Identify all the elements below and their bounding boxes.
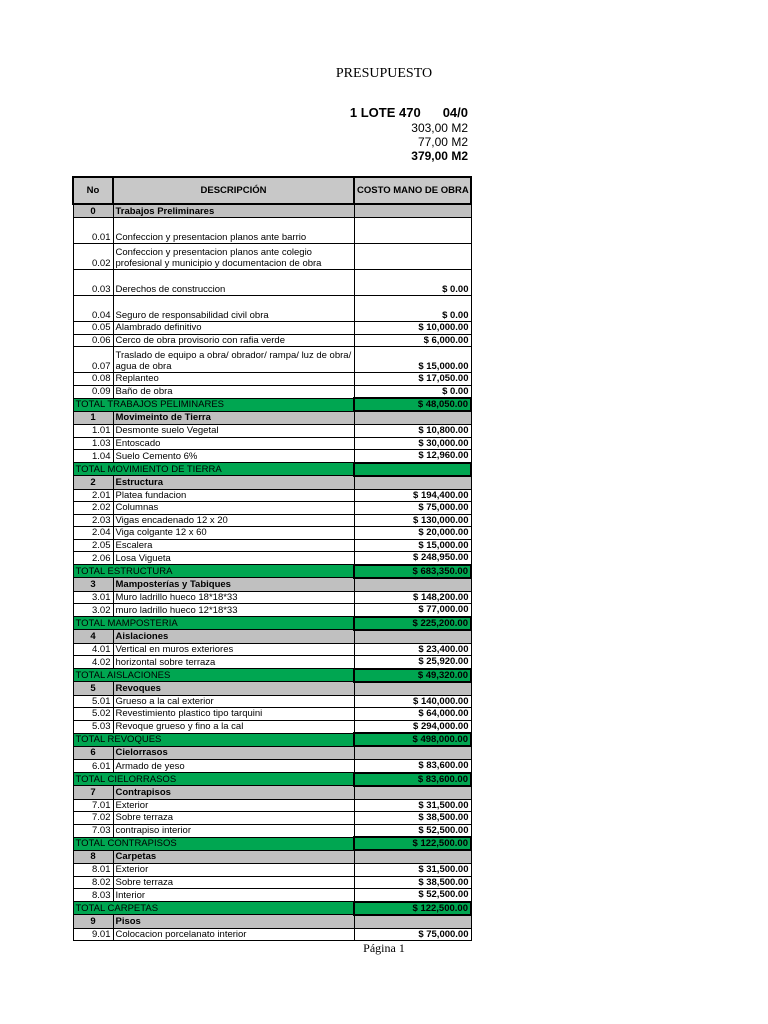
table-row [73, 489, 471, 502]
item-amount: $ 6,000.00 [354, 334, 471, 347]
item-number: 2.03 [73, 514, 113, 527]
section-number: 2 [73, 476, 113, 490]
table-row [73, 876, 471, 889]
section-empty-cell [354, 850, 471, 864]
table-row [73, 218, 471, 244]
total-amount: $ 49,320.00 [354, 669, 471, 682]
table-row [73, 656, 471, 669]
table-row [73, 334, 471, 347]
item-number: 7.01 [73, 799, 113, 812]
item-description: Sobre terraza [113, 876, 354, 889]
item-description: Platea fundacion [113, 489, 354, 502]
item-amount: $ 148,200.00 [354, 591, 471, 604]
header-no: No [73, 177, 113, 204]
table-row [73, 425, 471, 438]
item-number: 8.03 [73, 889, 113, 902]
item-description: muro ladrillo hueco 12*18*33 [113, 604, 354, 617]
item-number: 8.02 [73, 876, 113, 889]
item-number: 7.03 [73, 824, 113, 837]
area-semicovered: 77,00 M2 [417, 135, 468, 149]
item-description: Confeccion y presentacion planos ante colegio profesional y municipio y documentacion de obra [113, 244, 354, 270]
table-header-row [73, 177, 471, 204]
total-row [73, 902, 471, 915]
table-row [73, 604, 471, 617]
lote-code: 04/0 [442, 105, 468, 120]
item-description: Vigas encadenado 12 x 20 [113, 514, 354, 527]
total-amount: $ 122,500.00 [354, 837, 471, 850]
section-number: 3 [73, 578, 113, 592]
item-amount: $ 20,000.00 [354, 527, 471, 540]
total-label: TOTAL REVOQUES [73, 733, 354, 746]
item-amount: $ 10,000.00 [354, 322, 471, 335]
section-empty-cell [354, 630, 471, 644]
table-row [73, 591, 471, 604]
item-number: 2.06 [73, 552, 113, 565]
item-description: Derechos de construccion [113, 270, 354, 296]
item-number: 0.08 [73, 373, 113, 386]
section-number: 7 [73, 786, 113, 800]
document-title: PRESUPUESTO [335, 66, 433, 81]
section-empty-cell [354, 411, 471, 425]
total-label: TOTAL MAMPOSTERIA [73, 617, 354, 630]
total-row [73, 669, 471, 682]
section-row [73, 850, 471, 864]
item-number: 7.02 [73, 812, 113, 825]
table-row [73, 695, 471, 708]
item-amount: $ 31,500.00 [354, 799, 471, 812]
section-empty-cell [354, 786, 471, 800]
total-row [73, 463, 471, 476]
table-row [73, 889, 471, 902]
item-number: 5.03 [73, 720, 113, 733]
item-description: Traslado de equipo a obra/ obrador/ rampa/ luz de obra/ agua de obra [113, 347, 354, 373]
table-row [73, 643, 471, 656]
table-row [73, 270, 471, 296]
item-amount: $ 75,000.00 [354, 928, 471, 941]
item-amount: $ 294,000.00 [354, 720, 471, 733]
item-description: Columnas [113, 502, 354, 515]
section-row [73, 630, 471, 644]
item-number: 0.06 [73, 334, 113, 347]
item-description: Exterior [113, 799, 354, 812]
item-amount: $ 248,950.00 [354, 552, 471, 565]
total-label: TOTAL CONTRAPISOS [73, 837, 354, 850]
section-number: 8 [73, 850, 113, 864]
section-empty-cell [354, 682, 471, 696]
item-amount: $ 25,920.00 [354, 656, 471, 669]
total-label: TOTAL TRABAJOS PELIMINARES [73, 398, 354, 411]
section-title: Movimeinto de Tierra [113, 411, 354, 425]
item-number: 9.01 [73, 928, 113, 941]
item-amount: $ 12,960.00 [354, 450, 471, 463]
table-row [73, 799, 471, 812]
total-amount: $ 48,050.00 [354, 398, 471, 411]
item-amount: $ 17,050.00 [354, 373, 471, 386]
table-row [73, 502, 471, 515]
item-number: 4.02 [73, 656, 113, 669]
section-empty-cell [354, 578, 471, 592]
item-description: Interior [113, 889, 354, 902]
header-description: DESCRIPCIÓN [113, 177, 354, 204]
table-row [73, 296, 471, 322]
item-number: 0.03 [73, 270, 113, 296]
section-number: 4 [73, 630, 113, 644]
total-label: TOTAL CIELORRASOS [73, 773, 354, 786]
total-label: TOTAL ESTRUCTURA [73, 565, 354, 578]
table-row [73, 373, 471, 386]
section-title: Trabajos Preliminares [113, 204, 354, 218]
area-total: 379,00 M2 [411, 149, 468, 163]
table-row [73, 824, 471, 837]
table-row [73, 812, 471, 825]
item-description: Desmonte suelo Vegetal [113, 425, 354, 438]
section-number: 9 [73, 915, 113, 929]
item-description: Entoscado [113, 437, 354, 450]
item-description: Suelo Cemento 6% [113, 450, 354, 463]
table-row [73, 322, 471, 335]
item-amount: $ 64,000.00 [354, 708, 471, 721]
item-number: 3.02 [73, 604, 113, 617]
item-description: Seguro de responsabilidad civil obra [113, 296, 354, 322]
item-amount: $ 75,000.00 [354, 502, 471, 515]
table-row [73, 527, 471, 540]
item-description: contrapiso interior [113, 824, 354, 837]
section-empty-cell [354, 476, 471, 490]
total-amount: $ 122,500.00 [354, 902, 471, 915]
section-row [73, 476, 471, 490]
budget-body [73, 204, 471, 941]
section-number: 5 [73, 682, 113, 696]
section-row [73, 411, 471, 425]
item-description: Armado de yeso [113, 760, 354, 773]
item-description: Replanteo [113, 373, 354, 386]
item-amount: $ 38,500.00 [354, 812, 471, 825]
item-number: 5.02 [73, 708, 113, 721]
item-number: 0.05 [73, 322, 113, 335]
item-number: 2.01 [73, 489, 113, 502]
section-row [73, 682, 471, 696]
item-amount [354, 244, 471, 270]
item-number: 1.01 [73, 425, 113, 438]
item-amount: $ 52,500.00 [354, 889, 471, 902]
table-row [73, 347, 471, 373]
table-row [73, 720, 471, 733]
item-number: 0.04 [73, 296, 113, 322]
item-number: 1.04 [73, 450, 113, 463]
item-amount: $ 10,800.00 [354, 425, 471, 438]
item-amount: $ 0.00 [354, 385, 471, 398]
item-description: Losa Vigueta [113, 552, 354, 565]
section-row [73, 915, 471, 929]
section-number: 0 [73, 204, 113, 218]
table-row [73, 928, 471, 941]
item-number: 0.02 [73, 244, 113, 270]
total-row [73, 773, 471, 786]
header-cost: COSTO MANO DE OBRA [354, 177, 471, 204]
area-covered: 303,00 M2 [411, 121, 468, 135]
item-number: 5.01 [73, 695, 113, 708]
item-number: 2.04 [73, 527, 113, 540]
total-row [73, 398, 471, 411]
item-amount [354, 218, 471, 244]
section-empty-cell [354, 204, 471, 218]
item-description: Sobre terraza [113, 812, 354, 825]
total-label: TOTAL CARPETAS [73, 902, 354, 915]
item-description: Colocacion porcelanato interior [113, 928, 354, 941]
section-title: Aislaciones [113, 630, 354, 644]
item-number: 0.01 [73, 218, 113, 244]
item-number: 1.03 [73, 437, 113, 450]
total-amount [354, 463, 471, 476]
item-number: 2.05 [73, 539, 113, 552]
item-amount: $ 194,400.00 [354, 489, 471, 502]
total-row [73, 565, 471, 578]
item-amount: $ 52,500.00 [354, 824, 471, 837]
total-row [73, 617, 471, 630]
page-footer: Página 1 [363, 941, 405, 955]
item-amount: $ 0.00 [354, 270, 471, 296]
section-row [73, 746, 471, 760]
item-description: Grueso a la cal exterior [113, 695, 354, 708]
section-title: Carpetas [113, 850, 354, 864]
section-title: Pisos [113, 915, 354, 929]
item-description: Revoque grueso y fino a la cal [113, 720, 354, 733]
section-number: 6 [73, 746, 113, 760]
item-description: horizontal sobre terraza [113, 656, 354, 669]
budget-table [72, 176, 472, 941]
item-description: Confeccion y presentacion planos ante barrio [113, 218, 354, 244]
table-row [73, 437, 471, 450]
table-row [73, 708, 471, 721]
item-number: 0.09 [73, 385, 113, 398]
table-row [73, 385, 471, 398]
item-amount: $ 83,600.00 [354, 760, 471, 773]
item-amount: $ 77,000.00 [354, 604, 471, 617]
section-row [73, 204, 471, 218]
item-amount: $ 0.00 [354, 296, 471, 322]
item-number: 2.02 [73, 502, 113, 515]
section-empty-cell [354, 915, 471, 929]
section-empty-cell [354, 746, 471, 760]
table-row [73, 864, 471, 877]
item-amount: $ 38,500.00 [354, 876, 471, 889]
section-number: 1 [73, 411, 113, 425]
item-description: Cerco de obra provisorio con rafia verde [113, 334, 354, 347]
item-description: Vertical en muros exteriores [113, 643, 354, 656]
item-description: Escalera [113, 539, 354, 552]
item-amount: $ 15,000.00 [354, 347, 471, 373]
item-number: 8.01 [73, 864, 113, 877]
item-description: Muro ladrillo hueco 18*18*33 [113, 591, 354, 604]
section-row [73, 786, 471, 800]
table-row [73, 244, 471, 270]
lote-heading [350, 105, 468, 120]
section-title: Revoques [113, 682, 354, 696]
item-amount: $ 15,000.00 [354, 539, 471, 552]
table-row [73, 450, 471, 463]
item-number: 3.01 [73, 591, 113, 604]
item-amount: $ 130,000.00 [354, 514, 471, 527]
section-title: Cielorrasos [113, 746, 354, 760]
item-amount: $ 30,000.00 [354, 437, 471, 450]
table-row [73, 552, 471, 565]
total-amount: $ 498,000.00 [354, 733, 471, 746]
section-title: Contrapisos [113, 786, 354, 800]
total-row [73, 837, 471, 850]
item-description: Revestimiento plastico tipo tarquini [113, 708, 354, 721]
total-amount: $ 683,350.00 [354, 565, 471, 578]
table-row [73, 514, 471, 527]
total-label: TOTAL AISLACIONES [73, 669, 354, 682]
item-amount: $ 31,500.00 [354, 864, 471, 877]
total-amount: $ 83,600.00 [354, 773, 471, 786]
table-row [73, 539, 471, 552]
total-row [73, 733, 471, 746]
item-description: Exterior [113, 864, 354, 877]
item-description: Viga colgante 12 x 60 [113, 527, 354, 540]
total-label: TOTAL MOVIMIENTO DE TIERRA [73, 463, 354, 476]
item-number: 4.01 [73, 643, 113, 656]
item-amount: $ 23,400.00 [354, 643, 471, 656]
item-number: 6.01 [73, 760, 113, 773]
item-description: Alambrado definitivo [113, 322, 354, 335]
total-amount: $ 225,200.00 [354, 617, 471, 630]
table-row [73, 760, 471, 773]
section-title: Estructura [113, 476, 354, 490]
item-number: 0.07 [73, 347, 113, 373]
section-row [73, 578, 471, 592]
item-description: Baño de obra [113, 385, 354, 398]
item-amount: $ 140,000.00 [354, 695, 471, 708]
lote-label: 1 LOTE 470 [349, 105, 421, 120]
section-title: Mamposterías y Tabiques [113, 578, 354, 592]
